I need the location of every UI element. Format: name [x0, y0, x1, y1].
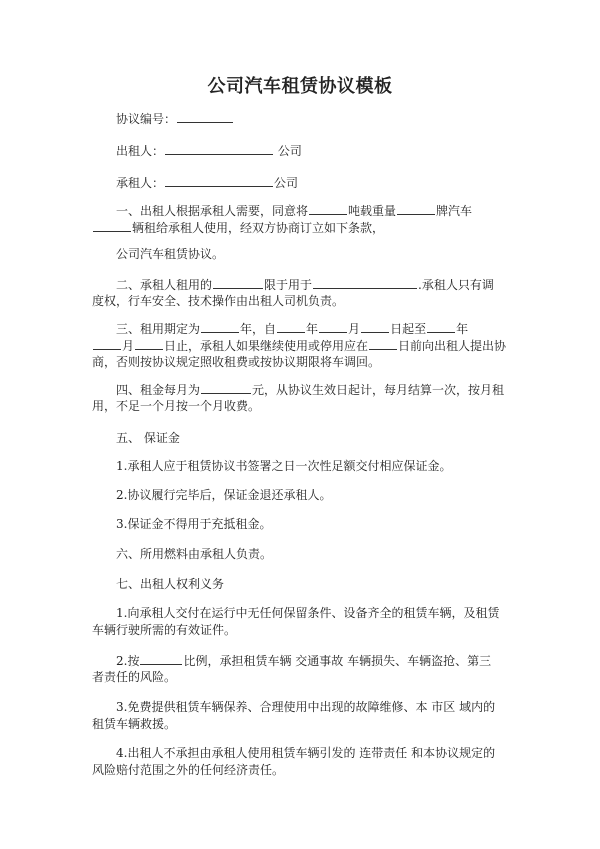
blank: [309, 202, 347, 215]
clause-4-line-1: [116, 381, 504, 399]
clause-7-item-4-line-2: 风险赔付范围之外的任何经济责任。: [92, 763, 285, 777]
blank: [319, 320, 347, 333]
clause-7-item-2-line-1: [116, 652, 491, 670]
blank: [140, 652, 182, 665]
blank: [93, 337, 121, 350]
clause-3-line-1: [116, 320, 468, 338]
clause-5-item-1: 1.承租人应于租赁协议书签署之日一次性足额交付相应保证金。: [116, 459, 452, 473]
blank: [93, 219, 131, 232]
blank: [135, 337, 163, 350]
clause-7-item-2-text-a: 2.按: [116, 654, 140, 668]
clause-3-text-e: 日起至: [390, 322, 427, 336]
blank: [277, 320, 305, 333]
lessor-label: 出租人：: [116, 144, 165, 158]
blank: [397, 202, 435, 215]
clause-3-text-a: 三、租用期定为: [116, 322, 201, 336]
clause-7-heading: 七、出租人权利义务: [116, 577, 225, 591]
lessee-line: [116, 174, 298, 192]
clause-3-text-g: 月: [122, 339, 135, 353]
clause-7-item-1-line-2: 车辆行驶所需的有效证件。: [92, 623, 237, 637]
clause-3-text-f: 年: [456, 322, 469, 336]
blank: [201, 381, 251, 394]
blank: [427, 320, 455, 333]
clause-2-text-a: 二、承租人租用的: [116, 278, 213, 292]
clause-1-text-d: 辆租给承租人使用，经双方协商订立如下条款，: [132, 221, 385, 235]
blank: [361, 320, 389, 333]
clause-6: 六、所用燃料由承租人负责。: [116, 547, 273, 561]
clause-7-item-2-line-2: 者责任的风险。: [92, 670, 177, 684]
clause-1b-line: 公司汽车租赁协议。: [116, 247, 225, 261]
lessor-blank: [165, 142, 273, 155]
blank: [369, 337, 397, 350]
lessee-blank: [165, 174, 273, 187]
clause-7-item-1-line-1: 1.向承租人交付在运行中无任何保留条件、设备齐全的租赁车辆，及租赁: [116, 606, 500, 620]
clause-2-line-1: [116, 276, 494, 294]
lessee-label: 承租人：: [116, 176, 165, 190]
clause-3-text-i: 日前向出租人提出协: [398, 339, 507, 353]
clause-1-text-b: 吨载重量: [348, 204, 397, 218]
clause-3-line-2: [92, 337, 506, 355]
clause-2-line-2: 度权，行车安全、技术操作由出租人司机负责。: [92, 294, 345, 308]
clause-4-text-b: 元，从协议生效日起计，每月结算一次，按月租: [252, 383, 505, 397]
clause-3-line-3: 商，否则按协议规定照收租费或按协议期限将车调回。: [92, 355, 381, 369]
clause-2-text-c: .承租人只有调: [418, 278, 494, 292]
clause-4-line-2: 用，不足一个月按一个月收费。: [92, 399, 261, 413]
clause-5-item-2: 2.协议履行完毕后，保证金退还承租人。: [116, 488, 332, 502]
clause-1-text-a: 一、出租人根据承租人需要，同意将: [116, 204, 309, 218]
lessor-suffix: 公司: [277, 144, 302, 158]
lessee-suffix: 公司: [274, 176, 299, 190]
clause-7-item-2-text-b: 比例，承担租赁车辆 交通事故 车辆损失、车辆盗抢、第三: [183, 654, 492, 668]
clause-2-text-b: 限于用于: [264, 278, 313, 292]
clause-5-heading: 五、 保证金: [116, 431, 180, 445]
lessor-line: [116, 142, 302, 160]
clause-3-text-b: 年，自: [240, 322, 277, 336]
document-title: 公司汽车租赁协议模板: [207, 76, 393, 97]
clause-1-text-c: 牌汽车: [436, 204, 473, 218]
clause-5-item-3: 3.保证金不得用于充抵租金。: [116, 517, 272, 531]
clause-7-item-4-line-1: 4.出租人不承担由承租人使用租赁车辆引发的 连带责任 和本协议规定的: [116, 746, 496, 760]
blank: [213, 276, 263, 289]
clause-4-text-a: 四、租金每月为: [116, 383, 201, 397]
agreement-number-label: 协议编号：: [116, 112, 177, 126]
clause-7-item-3-line-1: 3.免费提供租赁车辆保养、合理使用中出现的故障维修、本 市区 域内的: [116, 700, 496, 714]
blank: [313, 276, 417, 289]
clause-3-text-c: 年: [306, 322, 319, 336]
clause-3-text-d: 月: [348, 322, 361, 336]
clause-1-line-1: [116, 202, 472, 220]
clause-1-line-2: [92, 219, 384, 237]
clause-7-item-3-line-2: 租赁车辆救援。: [92, 717, 177, 731]
agreement-number-blank: [177, 110, 233, 123]
blank: [201, 320, 239, 333]
agreement-number-line: [116, 110, 234, 128]
clause-3-text-h: 日止，承租人如果继续使用或停用应在: [164, 339, 369, 353]
